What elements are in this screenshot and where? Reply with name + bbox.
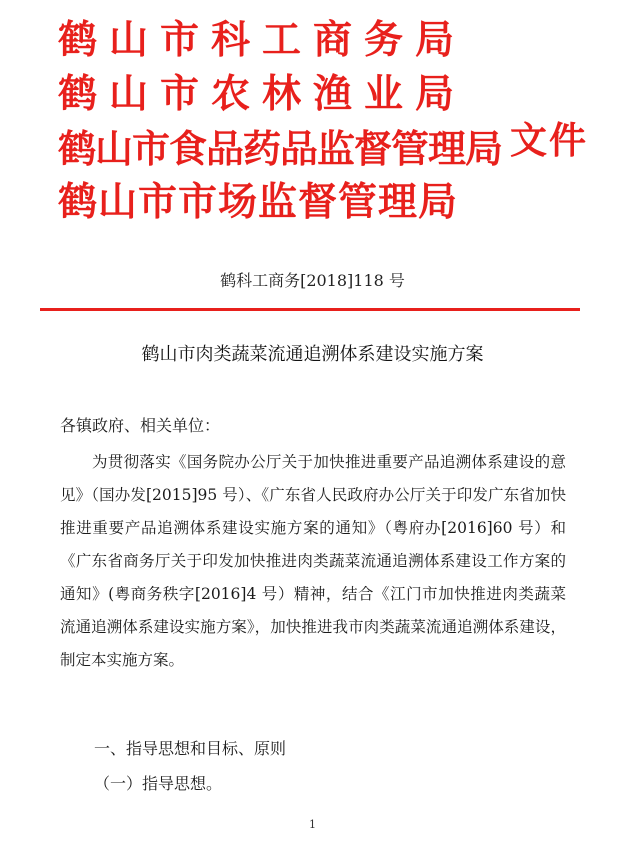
page-number: 1 [309,818,316,831]
document-title: 鹤山市肉类蔬菜流通追溯体系建设实施方案 [141,344,484,365]
salutation: 各镇政府、相关单位： [60,416,221,435]
issuer-name: 鹤山市科工商务局 [58,18,467,63]
subsection-heading: （一）指导思想。 [94,774,223,793]
document-number: 鹤科工商务[2018]118 号 [220,271,405,290]
issuer-name: 鹤山市农林渔业局 [58,72,467,117]
issuer-name: 鹤山市市场监督管理局 [58,180,459,225]
red-divider [40,308,580,311]
issuer-name: 鹤山市食品药品监督管理局 [58,127,503,171]
document-label: 文件 [510,119,588,162]
body-paragraph: 为贯彻落实《国务院办公厅关于加快推进重要产品追溯体系建设的意见》（国办发[2015]95 号）、《广东省人民政府办公厅关于印发广东省加快推进重要产品追溯体系建设实施方案的通知》（粤府办[2016]60 号）和《广东省商务厅关于印发加快推进肉类蔬菜流通追溯体系建设工作方案的通知》(粤商务秩字[2016]4 号）精神，结合《江门市加快推进肉类蔬菜流通追溯体系建设实施方案》，加快推进我市肉类蔬菜流通追溯体系建设，制定本实施方案。 [60,453,566,669]
section-heading: 一、指导思想和目标、原则 [94,739,287,758]
issuing-authorities [58,14,508,230]
